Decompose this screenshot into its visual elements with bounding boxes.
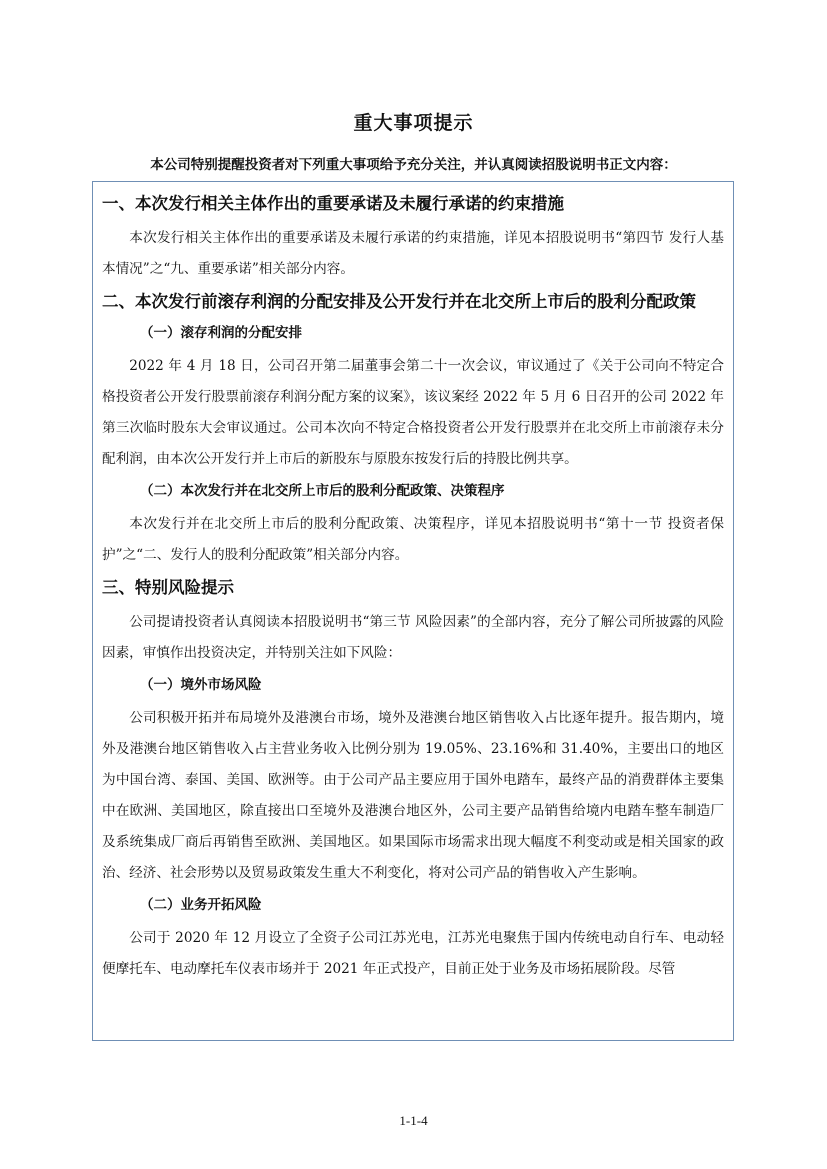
section-2-2-paragraph: 本次发行并在北交所上市后的股利分配政策、决策程序，详见本招股说明书“第十一节 投资者保护”之“二、发行人的股利分配政策”相关部分内容。 bbox=[102, 516, 724, 563]
section-3-2-heading: （二）业务开拓风险 bbox=[140, 897, 262, 913]
section-3-2-paragraph: 公司于 2020 年 12 月设立了全资子公司江苏光电，江苏光电聚焦于国内传统电动自行车、电动轻便摩托车、电动摩托车仪表市场并于 2021 年正式投产，目前正处于业务及市场拓展阶段。尽管 bbox=[102, 930, 724, 977]
notice-box bbox=[92, 181, 734, 1041]
section-1-paragraph: 本次发行相关主体作出的重要承诺及未履行承诺的约束措施，详见本招股说明书“第四节 发行人基本情况”之“九、重要承诺”相关部分内容。 bbox=[102, 230, 724, 277]
section-2-1-heading: （一）滚存利润的分配安排 bbox=[140, 325, 302, 341]
page-number: 1-1-4 bbox=[399, 1113, 428, 1128]
section-2-1-paragraph: 2022 年 4 月 18 日，公司召开第二届董事会第二十一次会议，审议通过了《关于公司向不特定合格投资者公开发行股票前滚存利润分配方案的议案》，该议案经 2022 年 5 月 6 日召开的公司 2022 年第三次临时股东大会审议通过。公司本次向不特定合格投资者公开发行股票并在北交所上市前滚存未分配利润，由本次公开发行并上市后的新股东与原股东按发行后的持股比例共享。 bbox=[102, 358, 724, 467]
section-3-paragraph: 公司提请投资者认真阅读本招股说明书“第三节 风险因素”的全部内容，充分了解公司所披露的风险因素，审慎作出投资决定，并特别关注如下风险： bbox=[102, 614, 724, 661]
section-3-1-paragraph: 公司积极开拓并布局境外及港澳台市场，境外及港澳台地区销售收入占比逐年提升。报告期内，境外及港澳台地区销售收入占主营业务收入比例分别为 19.05%、23.16%和 31.40%，主要出口的地区为中国台湾、泰国、美国、欧洲等。由于公司产品主要应用于国外电踏车，最终产品的消费群体主要集中在欧洲、美国地区，除直接出口至境外及港澳台地区外，公司主要产品销售给境内电踏车整车制造厂及系统集成厂商后再销售至欧洲、美国地区。如果国际市场需求出现大幅度不利变动或是相关国家的政治、经济、社会形势以及贸易政策发生重大不利变化，将对公司产品的销售收入产生影响。 bbox=[102, 710, 724, 881]
section-3-heading: 三、特别风险提示 bbox=[102, 578, 234, 597]
section-2-heading: 二、本次发行前滚存利润的分配安排及公开发行并在北交所上市后的股利分配政策 bbox=[102, 292, 696, 311]
document-intro: 本公司特别提醒投资者对下列重大事项给予充分关注，并认真阅读招股说明书正文内容： bbox=[150, 157, 677, 173]
section-3-1-heading: （一）境外市场风险 bbox=[140, 677, 262, 693]
section-1-heading: 一、本次发行相关主体作出的重要承诺及未履行承诺的约束措施 bbox=[102, 194, 564, 213]
section-2-2-heading: （二）本次发行并在北交所上市后的股利分配政策、决策程序 bbox=[140, 483, 505, 499]
document-title: 重大事项提示 bbox=[353, 112, 474, 134]
